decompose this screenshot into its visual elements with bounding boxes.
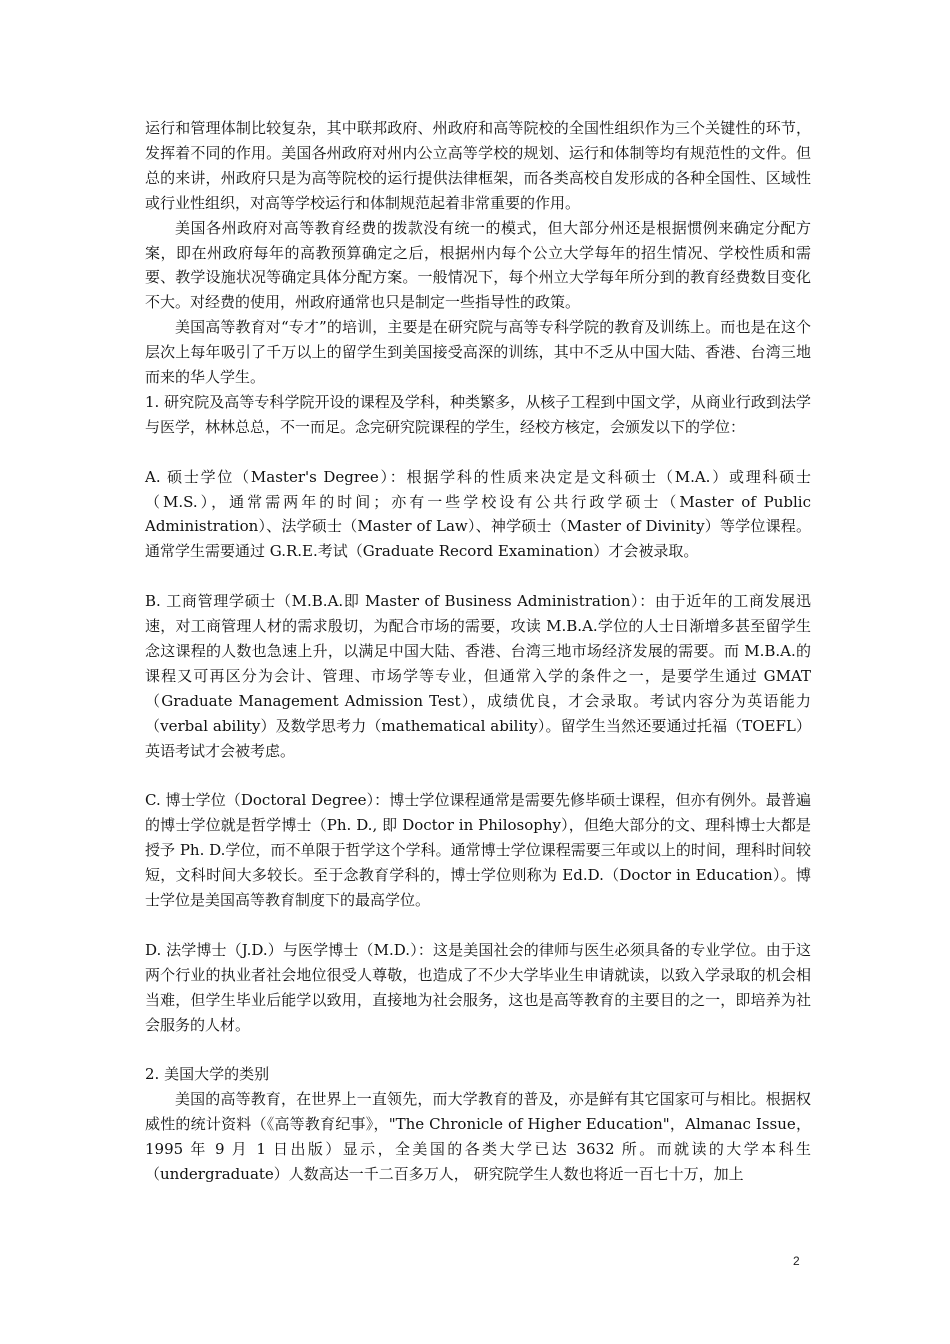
paragraph-graduate-courses: 1. 研究院及高等专科学院开设的课程及学科，种类繁多，从核子工程到中国文学，从商业行政到法学与医学，林林总总，不一而足。念完研究院课程的学生，经校方核定，会颁发以下的学位： (145, 392, 811, 436)
paragraph-gap (145, 564, 811, 589)
paragraph-gap (145, 764, 811, 789)
paragraph-gap (145, 440, 811, 465)
paragraph-gap (145, 1037, 811, 1062)
paragraph-gap (145, 913, 811, 938)
paragraph-doctoral-degree: C. 博士学位（Doctoral Degree）：博士学位课程通常是需要先修毕硕士课程，但亦有例外。最普遍的博士学位就是哲学博士（Ph. D., 即 Doctor in Philosophy），但绝大部分的文、理科博士大都是授予 Ph. D.学位，而不单限于哲学这个学科。通常博士学位课程需要三年或以上的时间，理科时间较短，文科时间大多较长。至于念教育学科的，博士学位则称为 Ed.D.（Doctor in Education）。博士学位是美国高等教育制度下的最高学位。 (145, 791, 811, 910)
section-heading-university-types: 2. 美国大学的类别 (145, 1065, 270, 1084)
document-body (145, 116, 811, 1187)
paragraph-masters-degree: A. 硕士学位（Master's Degree）：根据学科的性质来决定是文科硕士（M.A.）或理科硕士（M.S.），通常需两年的时间；亦有一些学校设有公共行政学硕士（Master of Public Administration）、法学硕士（Master of Law）、神学硕士（Master of Divinity）等学位课程。通常学生需要通过 G.R.E.考试（Graduate Record Examination）才会被录取。 (145, 467, 811, 561)
paragraph-specialist-training: 美国高等教育对“专才”的培训，主要是在研究院与高等专科学院的教育及训练上。而也是在这个层次上每年吸引了千万以上的留学生到美国接受高深的训练，其中不乏从中国大陆、香港、台湾三地而来的华人学生。 (145, 318, 811, 387)
paragraph-mba: B. 工商管理学硕士（M.B.A.即 Master of Business Administration）：由于近年的工商发展迅速，对工商管理人材的需求殷切，为配合市场的需要，攻读 M.B.A.学位的人士日渐增多甚至留学生念这课程的人数也急速上升，以满足中国大陆、香港、台湾三地市场经济发展的需要。而 M.B.A.的课程又可再区分为会计、管理、市场学等专业，但通常入学的条件之一，是要学生通过 GMAT（Graduate Management Admission Test），成绩优良，才会录取。考试内容分为英语能力（verbal ability）及数学思考力（mathematical ability）。留学生当然还要通过托福（TOEFL）英语考试才会被考虑。 (145, 592, 811, 760)
paragraph-funding: 美国各州政府对高等教育经费的拨款没有统一的模式，但大部分州还是根据惯例来确定分配方案，即在州政府每年的高教预算确定之后，根据州内每个公立大学每年的招生情况、学校性质和需要、教学设施状况等确定具体分配方案。一般情况下，每个州立大学每年所分到的教育经费数目变化不大。对经费的使用，州政府通常也只是制定一些指导性的政策。 (145, 218, 811, 312)
paragraph-university-statistics: 美国的高等教育，在世界上一直领先，而大学教育的普及，亦是鲜有其它国家可与相比。根据权威性的统计资料（《高等教育纪事》，"The Chronicle of Higher Education"，Almanac Issue，1995 年 9 月 1 日出版）显示，全美国的各类大学已达 3632 所。而就读的大学本科生（undergraduate）人数高达一千二百多万人， 研究院学生人数也将近一百七十万，加上 (145, 1090, 811, 1183)
paragraph-jd-md: D. 法学博士（J.D.）与医学博士（M.D.）：这是美国社会的律师与医生必须具备的专业学位。由于这两个行业的执业者社会地位很受人尊敬，也造成了不少大学毕业生申请就读，以致入学录取的机会相当难，但学生毕业后能学以致用，直接地为社会服务，这也是高等教育的主要目的之一，即培养为社会服务的人材。 (145, 940, 811, 1034)
page-number: 2 (793, 1254, 800, 1268)
paragraph-governance: 运行和管理体制比较复杂，其中联邦政府、州政府和高等院校的全国性组织作为三个关键性的环节，发挥着不同的作用。美国各州政府对州内公立高等学校的规划、运行和体制等均有规范性的文件。但总的来讲，州政府只是为高等院校的运行提供法律框架，而各类高校自发形成的各种全国性、区域性或行业性组织，对高等学校运行和体制规范起着非常重要的作用。 (145, 119, 811, 212)
